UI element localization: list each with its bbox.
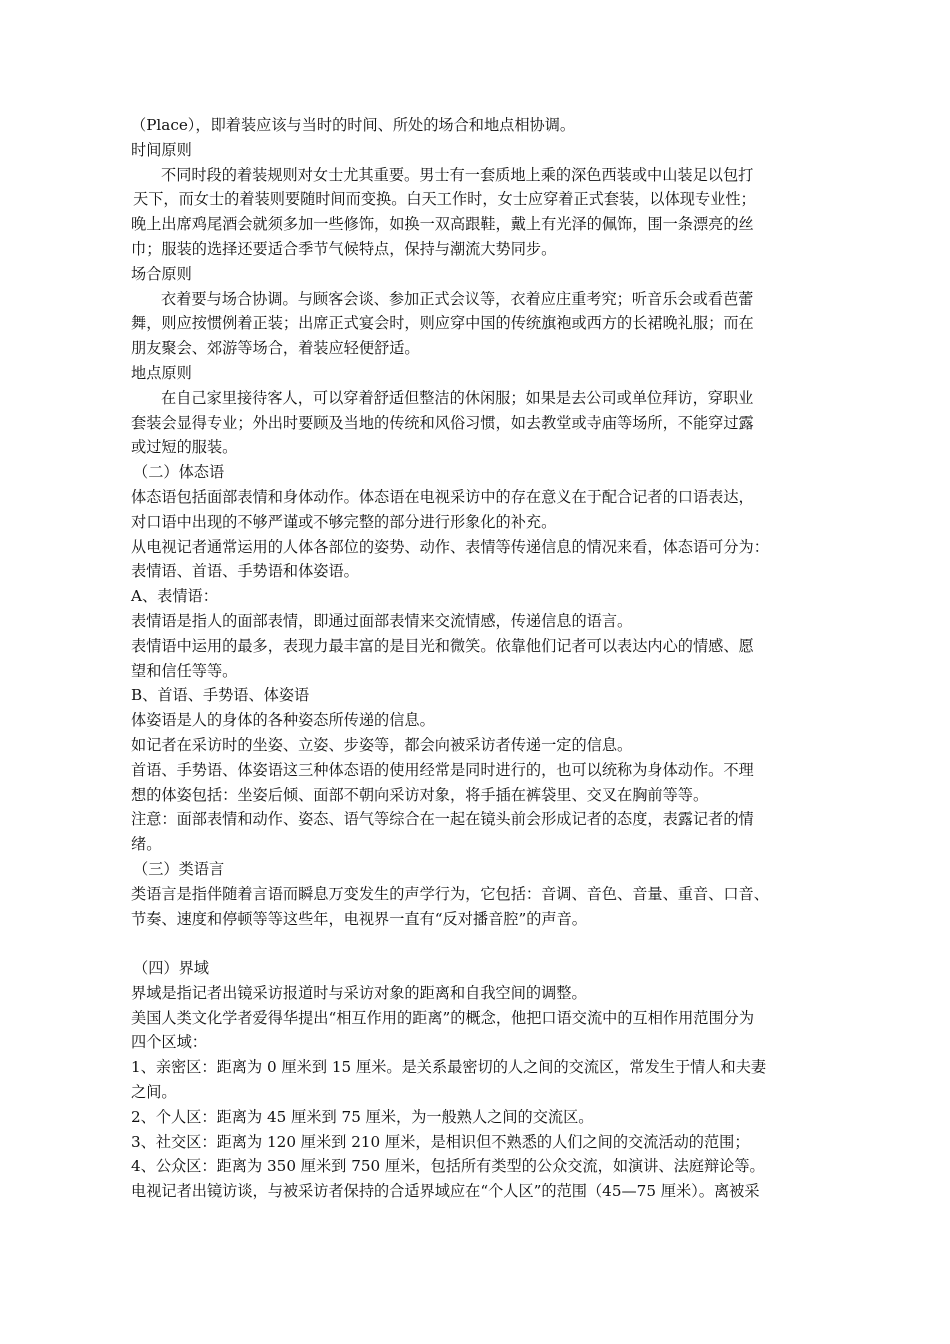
text-line: 美国人类文化学者爱得华提出“相互作用的距离”的概念，他把口语交流中的互相作用范围分为 [131,1008,755,1027]
text-line: 表情语、首语、手势语和体姿语。 [131,562,359,581]
text-line: 晚上出席鸡尾酒会就须多加一些修饰，如换一双高跟鞋，戴上有光泽的佩饰，围一条漂亮的丝 [131,215,754,234]
text-line: 表情语中运用的最多，表现力最丰富的是目光和微笑。依靠他们记者可以表达内心的情感、愿 [131,636,754,655]
text-line: 时间原则 [131,140,192,159]
text-line: 首语、手势语、体姿语这三种体态语的使用经常是同时进行的，也可以统称为身体动作。不理 [131,760,754,779]
text-line: （二）体态语 [133,463,225,482]
text-line: 或过短的服装。 [131,438,238,457]
text-line: 朋友聚会、郊游等场合，着装应轻便舒适。 [131,339,420,358]
text-line: 3、社交区：距离为 120 厘米到 210 厘米，是相识但不熟悉的人们之间的交流活动的范围； [131,1132,750,1151]
text-line: 体态语包括面部表情和身体动作。体态语在电视采访中的存在意义在于配合记者的口语表达， [131,487,754,506]
text-line: （Place），即着装应该与当时的时间、所处的场合和地点相协调。 [131,116,576,134]
text-line: 舞，则应按惯例着正装；出席正式宴会时，则应穿中国的传统旗袍或西方的长裙晚礼服；而在 [131,314,754,333]
text-line: A、表情语： [131,587,218,606]
text-line: 四个区域： [131,1033,207,1052]
text-line: 天下，而女士的着装则要随时间而变换。白天工作时，女士应穿着正式套装，以体现专业性； [133,190,756,209]
text-line: 不同时段的着装规则对女士尤其重要。男士有一套质地上乘的深色西装或中山装足以包打 [161,165,754,184]
text-line: （三）类语言 [133,859,225,878]
text-line: 表情语是指人的面部表情，即通过面部表情来交流情感，传递信息的语言。 [131,611,633,630]
text-line: 场合原则 [131,264,192,283]
text-line: 类语言是指伴随着言语而瞬息万变发生的声学行为，它包括：音调、音色、音量、重音、口音、 [131,884,769,903]
text-line: 电视记者出镜访谈，与被采访者保持的合适界域应在“个人区”的范围（45—75 厘米）。离被采 [131,1182,760,1201]
text-line: 注意：面部表情和动作、姿态、语气等综合在一起在镜头前会形成记者的态度，表露记者的情 [131,810,754,829]
text-line: 体姿语是人的身体的各种姿态所传递的信息。 [131,711,435,730]
text-line: 想的体姿包括：坐姿后倾、面部不朝向采访对象，将手插在裤袋里、交叉在胸前等等。 [131,785,709,804]
blank-line [131,931,841,956]
text-line: 节奏、速度和停顿等等这些年，电视界一直有“反对播音腔”的声音。 [131,909,587,928]
text-line: 对口语中出现的不够严谨或不够完整的部分进行形象化的补充。 [131,512,557,531]
text-line: 在自己家里接待客人，可以穿着舒适但整洁的休闲服；如果是去公司或单位拜访，穿职业 [161,388,754,407]
text-line: 界域是指记者出镜采访报道时与采访对象的距离和自我空间的调整。 [131,983,587,1002]
text-line: 4、公众区：距离为 350 厘米到 750 厘米，包括所有类型的公众交流，如演讲、法庭辩论等。 [131,1157,765,1176]
text-line: 衣着要与场合协调。与顾客会谈、参加正式会议等，衣着应庄重考究；听音乐会或看芭蕾 [161,289,754,308]
text-line: 从电视记者通常运用的人体各部位的姿势、动作、表情等传递信息的情况来看，体态语可分为： [131,537,769,556]
text-line: 巾；服装的选择还要适合季节气候特点，保持与潮流大势同步。 [131,239,557,258]
text-line: 绪。 [131,835,162,854]
text-line: 之间。 [131,1083,177,1102]
text-line: 望和信任等等。 [131,661,238,680]
text-line: 1、亲密区：距离为 0 厘米到 15 厘米。是关系最密切的人之间的交流区，常发生于情人和夫妻 [131,1058,767,1077]
text-line: 如记者在采访时的坐姿、立姿、步姿等，都会向被采访者传递一定的信息。 [131,735,633,754]
text-line: B、首语、手势语、体姿语 [131,686,310,705]
document-body [131,113,841,1204]
text-line: 地点原则 [131,363,192,382]
text-line: 2、个人区：距离为 45 厘米到 75 厘米，为一般熟人之间的交流区。 [131,1107,594,1126]
text-line: （四）界域 [133,959,209,978]
text-line: 套装会显得专业；外出时要顾及当地的传统和风俗习惯，如去教堂或寺庙等场所，不能穿过露 [131,413,754,432]
